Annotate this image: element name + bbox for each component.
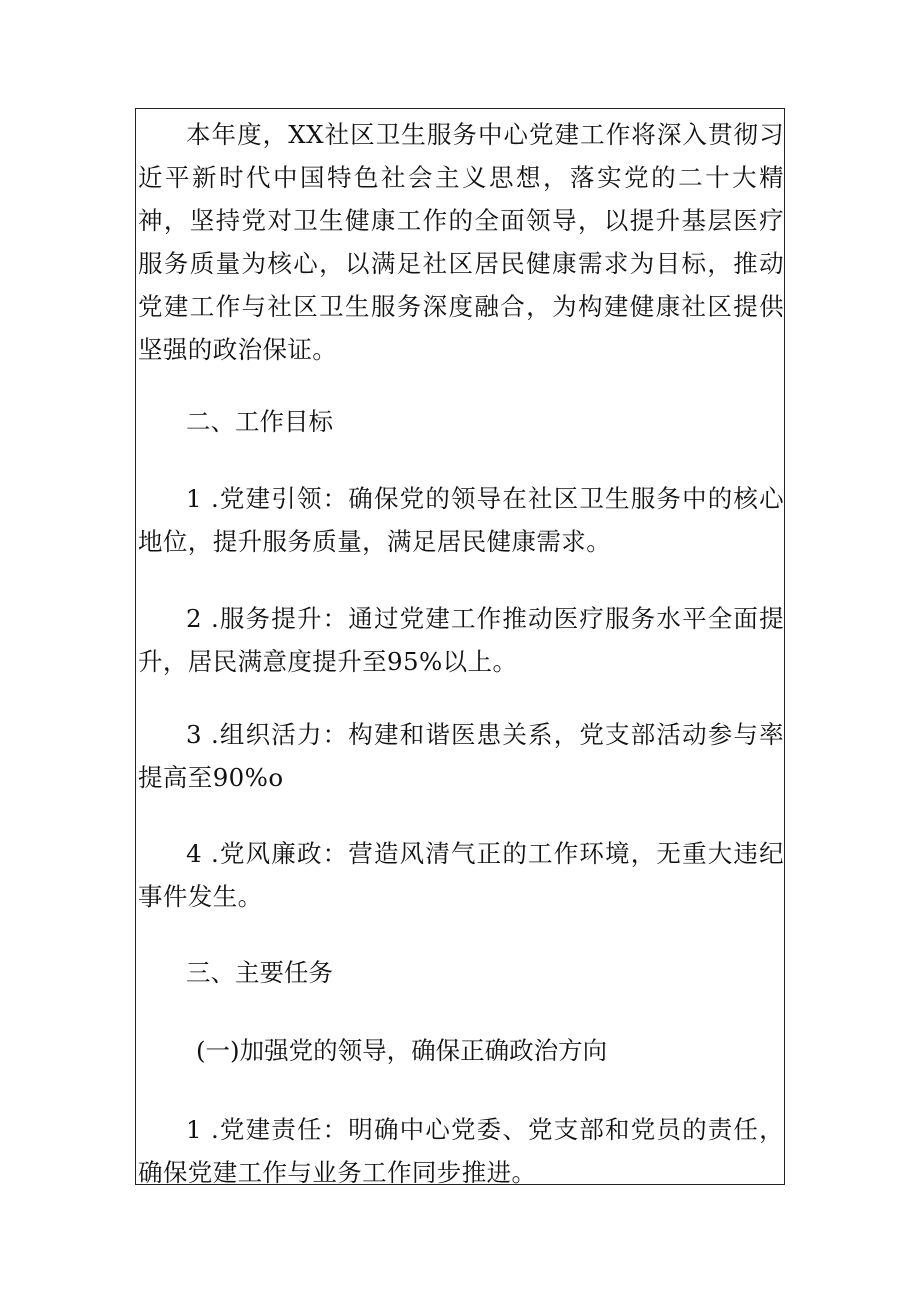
goal-4-paragraph: 4 .党风廉政：营造风清气正的工作环境，无重大违纪事件发生。 [138,839,784,911]
task-1-paragraph: 1 .党建责任：明确中心党委、党支部和党员的责任，确保党建工作与业务工作同步推进。 [138,1115,784,1187]
goal-2-paragraph: 2 .服务提升：通过党建工作推动医疗服务水平全面提升，居民满意度提升至95%以上。 [138,604,784,676]
intro-paragraph: 本年度，XX社区卫生服务中心党建工作将深入贯彻习近平新时代中国特色社会主义思想，落实党的二十大精神，坚持党对卫生健康工作的全面领导，以提升基层医疗服务质量为核心，以满足社区居民健康需求为目标，推动党建工作与社区卫生服务深度融合，为构建健康社区提供坚强的政治保证。 [138,120,784,364]
section-2-heading: 二、工作目标 [186,407,333,436]
goal-3-paragraph: 3 .组织活力：构建和谐医患关系，党支部活动参与率提高至90%o [138,720,784,792]
section-3-heading: 三、主要任务 [186,958,333,987]
subsection-1-heading: (一)加强党的领导，确保正确政治方向 [196,1036,608,1065]
goal-1-paragraph: 1 .党建引领：确保党的领导在社区卫生服务中的核心地位，提升服务质量，满足居民健康需求。 [138,484,784,556]
